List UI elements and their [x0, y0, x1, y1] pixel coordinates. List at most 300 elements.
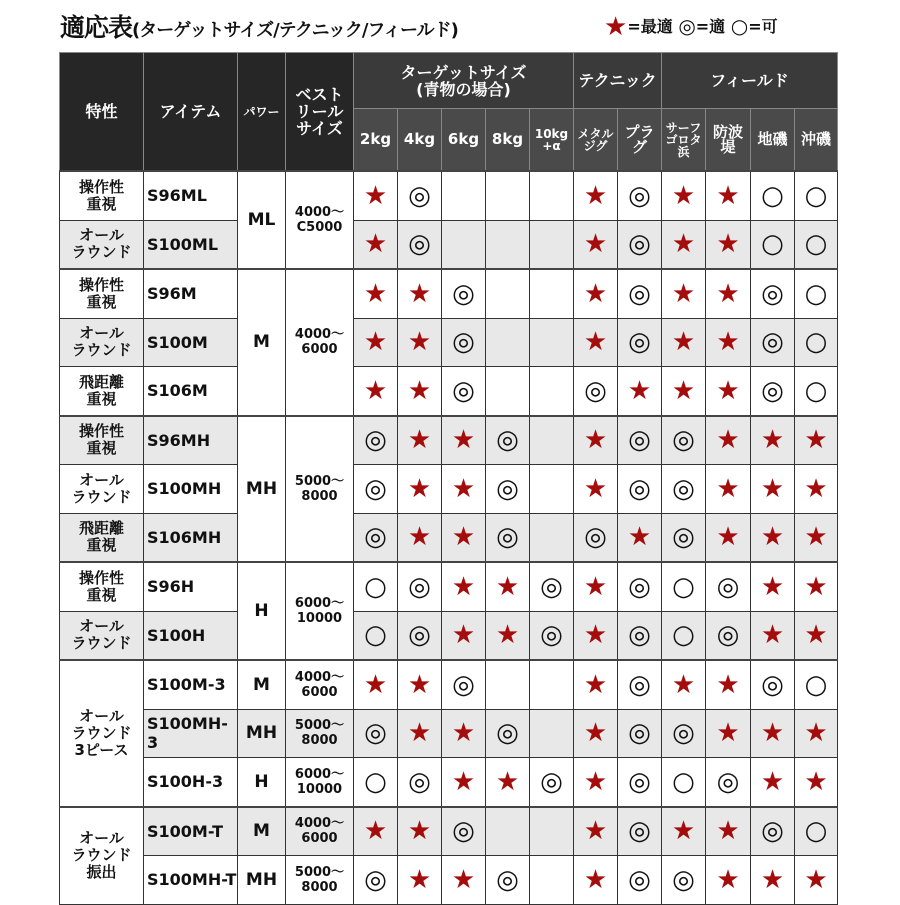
rating-cell	[662, 758, 706, 807]
star-icon: ★	[407, 864, 432, 895]
double-circle-icon: ◎	[364, 718, 387, 749]
rating-cell	[486, 660, 530, 709]
double-circle-icon: ◎	[452, 278, 475, 309]
rating-cell	[398, 416, 442, 465]
rating-cell	[618, 562, 662, 611]
item-cell: S100H	[144, 611, 238, 660]
rating-cell	[574, 416, 618, 465]
rating-cell	[618, 660, 662, 709]
rating-cell	[618, 807, 662, 856]
double-circle-icon: ◎	[716, 571, 740, 602]
double-circle-icon: ◎	[452, 327, 475, 358]
star-icon: ★	[804, 522, 828, 553]
rating-cell	[795, 807, 838, 856]
star-icon: ★	[627, 522, 652, 553]
star-icon: ★	[583, 229, 608, 260]
item-cell: S106MH	[144, 513, 238, 562]
rating-cell	[486, 807, 530, 856]
item-cell: S96M	[144, 269, 238, 318]
star-icon: ★	[671, 816, 696, 847]
star-icon: ★	[363, 816, 388, 847]
double-circle-icon: ◎	[628, 766, 651, 797]
star-icon: ★	[583, 864, 608, 895]
rating-cell	[486, 220, 530, 269]
rating-cell	[751, 513, 795, 562]
double-circle-icon: ◎	[408, 180, 431, 211]
rating-cell	[530, 807, 574, 856]
rating-cell	[398, 171, 442, 220]
star-icon: ★	[716, 864, 740, 895]
rating-cell	[354, 758, 398, 807]
rating-cell	[530, 416, 574, 465]
rating-cell	[662, 465, 706, 514]
rating-cell	[618, 709, 662, 758]
double-circle-icon: ◎	[496, 718, 519, 749]
rating-cell	[486, 856, 530, 905]
rating-cell	[795, 758, 838, 807]
header-item: アイテム	[144, 53, 238, 172]
rating-cell	[354, 220, 398, 269]
double-circle-icon: ◎	[540, 766, 563, 797]
rating-cell	[618, 171, 662, 220]
rating-cell	[442, 562, 486, 611]
star-icon: ★	[495, 766, 520, 797]
double-circle-icon: ◎	[628, 816, 651, 847]
rating-cell	[442, 758, 486, 807]
double-circle-icon: ◎	[716, 766, 740, 797]
rating-cell	[706, 171, 751, 220]
rating-cell	[486, 611, 530, 660]
rating-cell	[530, 758, 574, 807]
power-cell: M	[238, 269, 286, 416]
rating-cell	[574, 856, 618, 905]
rating-cell	[354, 318, 398, 367]
header-col: 防波堤	[706, 109, 751, 172]
star-icon: ★	[804, 473, 828, 504]
rating-cell	[354, 660, 398, 709]
trait-cell: 操作性 重視	[60, 562, 144, 611]
star-icon: ★	[407, 473, 432, 504]
star-icon: ★	[363, 229, 388, 260]
reel-size-cell: 5000〜 8000	[286, 416, 354, 563]
rating-cell	[751, 465, 795, 514]
rating-cell	[574, 220, 618, 269]
star-icon: ★	[407, 669, 432, 700]
power-cell: M	[238, 807, 286, 856]
star-icon: ★	[671, 180, 696, 211]
rating-cell	[398, 758, 442, 807]
table-row	[60, 660, 838, 709]
rating-cell	[618, 465, 662, 514]
star-icon: ★	[407, 327, 432, 358]
rating-cell	[751, 171, 795, 220]
header-col: 6kg	[442, 109, 486, 172]
circle-icon: ○	[730, 14, 749, 38]
rating-cell	[442, 513, 486, 562]
page-title	[60, 8, 458, 44]
star-icon: ★	[804, 425, 828, 456]
rating-cell	[442, 611, 486, 660]
rating-cell	[486, 758, 530, 807]
rating-cell	[354, 807, 398, 856]
item-cell: S100M-3	[144, 660, 238, 709]
star-icon: ★	[583, 327, 608, 358]
rating-cell	[442, 269, 486, 318]
rating-cell	[398, 367, 442, 416]
star-icon: ★	[363, 375, 388, 406]
rating-cell	[530, 220, 574, 269]
double-circle-icon: ◎	[628, 278, 651, 309]
circle-icon: ○	[804, 327, 828, 358]
trait-cell: 飛距離 重視	[60, 513, 144, 562]
rating-cell	[574, 513, 618, 562]
rating-cell	[662, 562, 706, 611]
double-circle-icon: ◎	[672, 473, 695, 504]
double-circle-icon: ◎	[364, 425, 387, 456]
trait-cell: オール ラウンド	[60, 611, 144, 660]
rating-cell	[442, 709, 486, 758]
table-row	[60, 416, 838, 465]
table-row	[60, 709, 838, 758]
reel-size-cell: 5000〜 8000	[286, 709, 354, 758]
rating-cell	[530, 171, 574, 220]
double-circle-icon: ◎	[452, 816, 475, 847]
star-icon: ★	[716, 375, 740, 406]
header-target-size: ターゲットサイズ (青物の場合)	[354, 53, 574, 109]
rating-cell	[662, 367, 706, 416]
star-icon: ★	[363, 278, 388, 309]
power-cell: M	[238, 660, 286, 709]
double-circle-icon: ◎	[364, 522, 387, 553]
table-row	[60, 220, 838, 269]
circle-icon: ○	[672, 620, 695, 651]
star-icon: ★	[451, 473, 476, 504]
double-circle-icon: ◎	[628, 620, 651, 651]
trait-cell: 飛距離 重視	[60, 367, 144, 416]
rating-cell	[574, 807, 618, 856]
double-circle-icon: ◎	[716, 620, 740, 651]
double-circle-icon: ◎	[540, 620, 563, 651]
rating-cell	[486, 709, 530, 758]
double-circle-icon: ◎	[628, 718, 651, 749]
item-cell: S100MH-T	[144, 856, 238, 905]
circle-icon: ○	[761, 180, 784, 211]
table-row	[60, 562, 838, 611]
star-icon: ★	[716, 180, 740, 211]
circle-icon: ○	[804, 229, 828, 260]
rating-cell	[662, 269, 706, 318]
star-icon: ★	[363, 669, 388, 700]
star-icon: ★	[451, 571, 476, 602]
star-icon: ★	[760, 425, 785, 456]
rating-cell	[662, 660, 706, 709]
circle-icon: ○	[804, 375, 828, 406]
circle-icon: ○	[364, 571, 387, 602]
header-col: プラグ	[618, 109, 662, 172]
rating-cell	[354, 611, 398, 660]
double-circle-icon: ◎	[678, 14, 696, 38]
header-col: 地磯	[751, 109, 795, 172]
title-main: 適応表	[60, 13, 133, 42]
item-cell: S96H	[144, 562, 238, 611]
rating-cell	[354, 465, 398, 514]
rating-cell	[398, 269, 442, 318]
double-circle-icon: ◎	[672, 864, 695, 895]
table-row	[60, 171, 838, 220]
star-icon: ★	[451, 522, 476, 553]
rating-cell	[354, 416, 398, 465]
rating-cell	[530, 269, 574, 318]
star-icon: ★	[407, 425, 432, 456]
star-icon: ★	[407, 718, 432, 749]
star-icon: ★	[495, 571, 520, 602]
rating-cell	[795, 856, 838, 905]
table-row	[60, 611, 838, 660]
star-icon: ★	[760, 473, 785, 504]
legend-best: =最適	[627, 17, 673, 36]
item-cell: S100ML	[144, 220, 238, 269]
double-circle-icon: ◎	[628, 327, 651, 358]
table-row	[60, 807, 838, 856]
double-circle-icon: ◎	[496, 864, 519, 895]
trait-cell: 操作性 重視	[60, 416, 144, 465]
rating-cell	[486, 513, 530, 562]
double-circle-icon: ◎	[628, 473, 651, 504]
star-icon: ★	[583, 425, 608, 456]
header-col: 10kg +α	[530, 109, 574, 172]
rating-cell	[751, 269, 795, 318]
rating-cell	[751, 709, 795, 758]
header-col: 2kg	[354, 109, 398, 172]
rating-cell	[662, 513, 706, 562]
star-icon: ★	[804, 864, 828, 895]
table-row	[60, 465, 838, 514]
rating-cell	[486, 367, 530, 416]
double-circle-icon: ◎	[628, 669, 651, 700]
rating-cell	[442, 660, 486, 709]
star-icon: ★	[451, 620, 476, 651]
item-cell: S100MH-3	[144, 709, 238, 758]
star-icon: ★	[716, 718, 740, 749]
header-power: パワー	[238, 53, 286, 172]
reel-size-cell: 4000〜 6000	[286, 660, 354, 709]
rating-cell	[530, 513, 574, 562]
rating-cell	[442, 465, 486, 514]
rating-cell	[618, 416, 662, 465]
rating-cell	[354, 171, 398, 220]
double-circle-icon: ◎	[452, 375, 475, 406]
star-icon: ★	[451, 718, 476, 749]
double-circle-icon: ◎	[540, 571, 563, 602]
rating-cell	[795, 611, 838, 660]
header-reel-size: ベスト リール サイズ	[286, 53, 354, 172]
rating-cell	[354, 513, 398, 562]
double-circle-icon: ◎	[761, 375, 784, 406]
rating-cell	[662, 220, 706, 269]
star-icon: ★	[760, 864, 785, 895]
star-icon: ★	[451, 766, 476, 797]
table-row	[60, 758, 838, 807]
rating-cell	[442, 416, 486, 465]
double-circle-icon: ◎	[672, 522, 695, 553]
rating-cell	[354, 269, 398, 318]
star-icon: ★	[716, 473, 740, 504]
rating-cell	[706, 416, 751, 465]
star-icon: ★	[760, 766, 785, 797]
rating-cell	[618, 220, 662, 269]
rating-cell	[751, 856, 795, 905]
rating-cell	[751, 562, 795, 611]
rating-cell	[530, 318, 574, 367]
double-circle-icon: ◎	[761, 327, 784, 358]
double-circle-icon: ◎	[628, 180, 651, 211]
rating-cell	[530, 856, 574, 905]
reel-size-cell: 6000〜 10000	[286, 758, 354, 807]
rating-cell	[795, 367, 838, 416]
power-cell: H	[238, 562, 286, 660]
rating-cell	[706, 367, 751, 416]
rating-cell	[398, 465, 442, 514]
rating-cell	[751, 318, 795, 367]
item-cell: S100M	[144, 318, 238, 367]
circle-icon: ○	[364, 766, 387, 797]
rating-cell	[442, 807, 486, 856]
star-icon: ★	[804, 620, 828, 651]
star-icon: ★	[716, 522, 740, 553]
rating-cell	[574, 171, 618, 220]
rating-cell	[706, 465, 751, 514]
trait-cell: オール ラウンド	[60, 220, 144, 269]
rating-cell	[486, 171, 530, 220]
rating-cell	[751, 611, 795, 660]
header-trait: 特性	[60, 53, 144, 172]
rating-cell	[706, 758, 751, 807]
rating-cell	[398, 318, 442, 367]
title-sub: (ターゲットサイズ/テクニック/フィールド)	[132, 20, 458, 41]
star-icon: ★	[407, 816, 432, 847]
rating-cell	[442, 318, 486, 367]
double-circle-icon: ◎	[761, 669, 784, 700]
reel-size-cell: 4000〜 6000	[286, 269, 354, 416]
table-row	[60, 269, 838, 318]
rating-cell	[751, 220, 795, 269]
rating-cell	[751, 367, 795, 416]
rating-cell	[574, 611, 618, 660]
rating-cell	[574, 758, 618, 807]
rating-cell	[398, 660, 442, 709]
rating-cell	[618, 318, 662, 367]
star-icon: ★	[363, 180, 388, 211]
rating-cell	[618, 758, 662, 807]
star-icon: ★	[583, 816, 608, 847]
item-cell: S100M-T	[144, 807, 238, 856]
rating-cell	[706, 709, 751, 758]
rating-cell	[618, 856, 662, 905]
star-icon: ★	[671, 278, 696, 309]
circle-icon: ○	[804, 180, 828, 211]
rating-cell	[574, 269, 618, 318]
rating-cell	[795, 220, 838, 269]
circle-icon: ○	[804, 278, 828, 309]
rating-cell	[530, 465, 574, 514]
rating-cell	[751, 660, 795, 709]
star-icon: ★	[716, 816, 740, 847]
star-icon: ★	[760, 718, 785, 749]
rating-cell	[662, 416, 706, 465]
header-col: 8kg	[486, 109, 530, 172]
star-icon: ★	[583, 718, 608, 749]
rating-cell	[398, 220, 442, 269]
star-icon: ★	[363, 327, 388, 358]
double-circle-icon: ◎	[408, 229, 431, 260]
item-cell: S96ML	[144, 171, 238, 220]
reel-size-cell: 4000〜 C5000	[286, 171, 354, 269]
rating-cell	[574, 562, 618, 611]
double-circle-icon: ◎	[408, 620, 431, 651]
star-icon: ★	[604, 12, 628, 42]
trait-cell: オール ラウンド 振出	[60, 807, 144, 905]
rating-cell	[486, 318, 530, 367]
rating-cell	[398, 709, 442, 758]
rating-cell	[574, 660, 618, 709]
rating-cell	[706, 562, 751, 611]
star-icon: ★	[716, 229, 740, 260]
rating-cell	[706, 513, 751, 562]
rating-cell	[574, 465, 618, 514]
rating-cell	[618, 611, 662, 660]
rating-cell	[706, 856, 751, 905]
star-icon: ★	[583, 669, 608, 700]
double-circle-icon: ◎	[628, 229, 651, 260]
double-circle-icon: ◎	[584, 522, 607, 553]
rating-cell	[486, 465, 530, 514]
rating-cell	[398, 562, 442, 611]
star-icon: ★	[716, 278, 740, 309]
double-circle-icon: ◎	[452, 669, 475, 700]
rating-cell	[618, 269, 662, 318]
star-icon: ★	[671, 375, 696, 406]
rating-cell	[530, 660, 574, 709]
star-icon: ★	[583, 766, 608, 797]
double-circle-icon: ◎	[496, 473, 519, 504]
rating-cell	[706, 807, 751, 856]
reel-size-cell: 5000〜 8000	[286, 856, 354, 905]
legend-ok: =可	[748, 17, 778, 36]
double-circle-icon: ◎	[496, 522, 519, 553]
header-technique: テクニック	[574, 53, 662, 109]
star-icon: ★	[627, 375, 652, 406]
power-cell: MH	[238, 416, 286, 563]
table-row	[60, 318, 838, 367]
rating-cell	[354, 856, 398, 905]
rating-cell	[795, 709, 838, 758]
rating-cell	[574, 709, 618, 758]
legend-good: =適	[695, 17, 726, 36]
star-icon: ★	[583, 620, 608, 651]
rating-cell	[795, 465, 838, 514]
item-cell: S100H-3	[144, 758, 238, 807]
star-icon: ★	[407, 278, 432, 309]
rating-cell	[706, 611, 751, 660]
trait-cell: オール ラウンド	[60, 465, 144, 514]
circle-icon: ○	[672, 766, 695, 797]
header-col: 沖磯	[795, 109, 838, 172]
rating-cell	[795, 513, 838, 562]
double-circle-icon: ◎	[584, 375, 607, 406]
star-icon: ★	[451, 425, 476, 456]
star-icon: ★	[671, 669, 696, 700]
rating-cell	[795, 269, 838, 318]
